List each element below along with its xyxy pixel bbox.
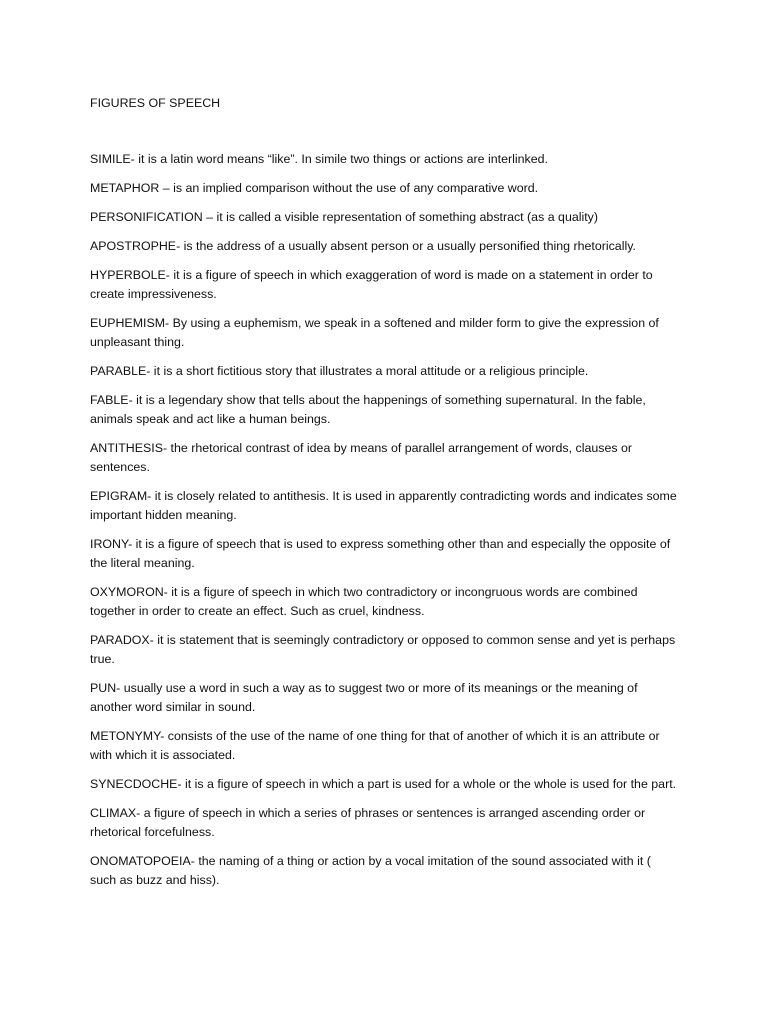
entry-euphemism: EUPHEMISM- By using a euphemism, we speak in a softened and milder form to give the expression of unpleasant thing. bbox=[90, 316, 659, 349]
entry-climax: CLIMAX- a figure of speech in which a series of phrases or sentences is arranged ascending order or rhetorical forcefulness. bbox=[90, 806, 646, 839]
entry-onomatopoeia: ONOMATOPOEIA- the naming of a thing or action by a vocal imitation of the sound associated with it ( such as buzz and hiss). bbox=[90, 854, 651, 887]
entry-antithesis: ANTITHESIS- the rhetorical contrast of idea by means of parallel arrangement of words, clauses or sentences. bbox=[90, 441, 632, 474]
entry-personification: PERSONIFICATION – it is called a visible representation of something abstract (as a quality) bbox=[90, 210, 598, 224]
entry-hyperbole: HYPERBOLE- it is a figure of speech in which exaggeration of word is made on a statement in order to create impressiveness. bbox=[90, 268, 653, 301]
entry-parable: PARABLE- it is a short fictitious story that illustrates a moral attitude or a religious principle. bbox=[90, 364, 589, 378]
entry-irony: IRONY- it is a figure of speech that is used to express something other than and especially the opposite of the literal meaning. bbox=[90, 537, 671, 570]
entry-paradox: PARADOX- it is statement that is seemingly contradictory or opposed to common sense and yet is perhaps true. bbox=[90, 633, 676, 666]
entry-pun: PUN- usually use a word in such a way as to suggest two or more of its meanings or the meaning of another word similar in sound. bbox=[90, 681, 638, 714]
document-page bbox=[90, 94, 680, 900]
entry-synecdoche: SYNECDOCHE- it is a figure of speech in which a part is used for a whole or the whole is used for the part. bbox=[90, 777, 677, 791]
entry-oxymoron: OXYMORON- it is a figure of speech in which two contradictory or incongruous words are combined together in order to create an effect. Such as cruel, kindness. bbox=[90, 585, 638, 618]
entry-epigram: EPIGRAM- it is closely related to antithesis. It is used in apparently contradicting words and indicates some important hidden meaning. bbox=[90, 489, 677, 522]
entry-metaphor: METAPHOR – is an implied comparison without the use of any comparative word. bbox=[90, 181, 539, 195]
entry-fable: FABLE- it is a legendary show that tells about the happenings of something supernatural. In the fable, animals speak and act like a human beings. bbox=[90, 393, 646, 426]
entry-simile: SIMILE- it is a latin word means “like”. In simile two things or actions are interlinked. bbox=[90, 152, 548, 166]
entry-apostrophe: APOSTROPHE- is the address of a usually absent person or a usually personified thing rhetorically. bbox=[90, 239, 636, 253]
document-title: FIGURES OF SPEECH bbox=[90, 96, 221, 110]
entry-metonymy: METONYMY- consists of the use of the name of one thing for that of another of which it is an attribute or with which it is associated. bbox=[90, 729, 660, 762]
